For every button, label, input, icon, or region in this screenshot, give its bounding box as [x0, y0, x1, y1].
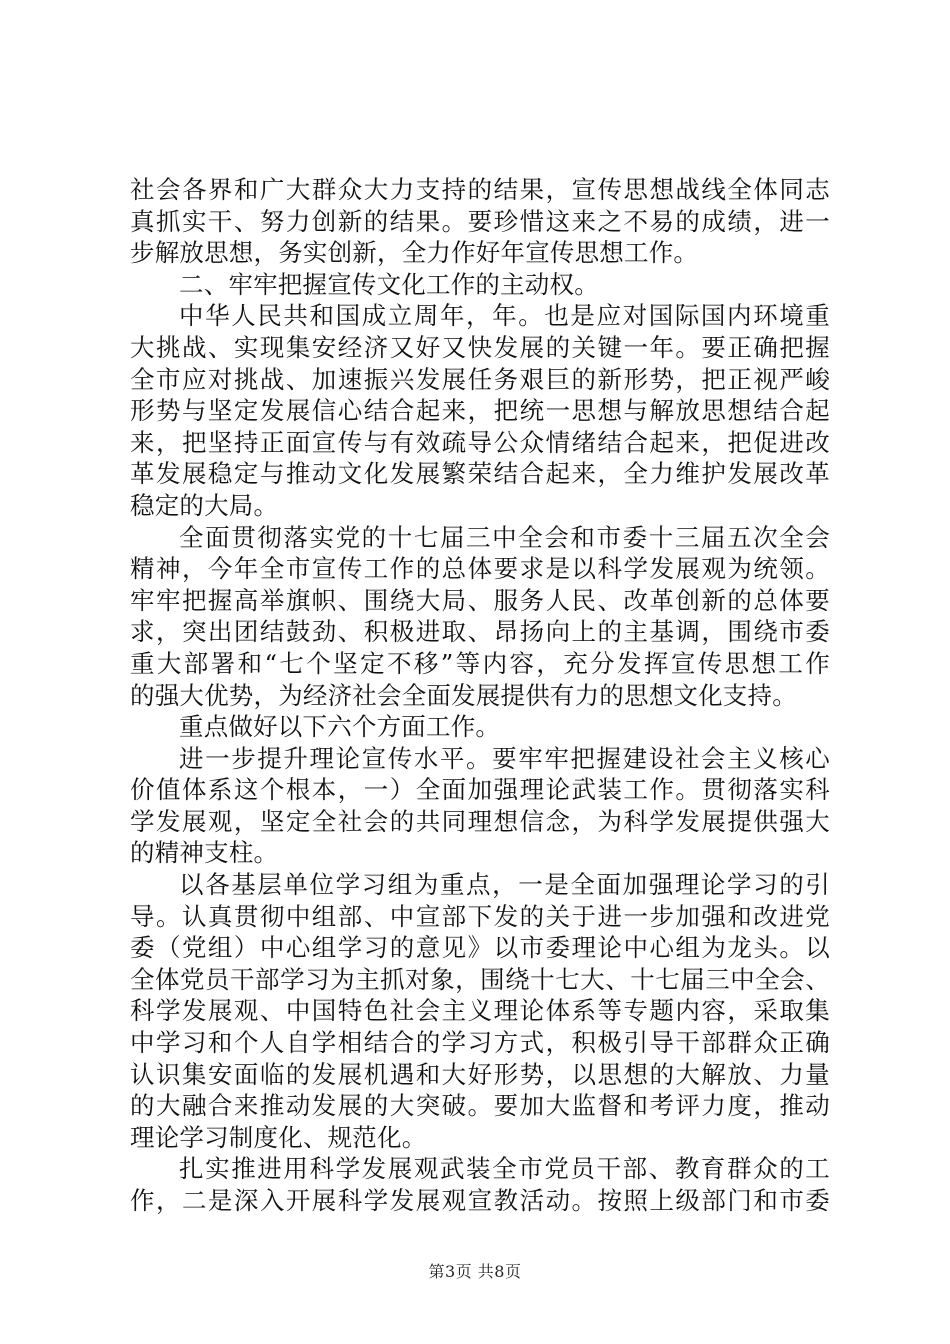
text-line: 中学习和个人自学相结合的学习方式，积极引导干部群众正确: [130, 1028, 830, 1058]
text-line: 科学发展观、中国特色社会主义理论体系等专题内容，采取集: [130, 996, 830, 1026]
text-line: 学发展观，坚定全社会的共同理想信念，为科学发展提供强大: [130, 806, 830, 836]
text-line: 二、牢牢把握宣传文化工作的主动权。: [179, 269, 599, 299]
text-line: 全市应对挑战、加速振兴发展任务艰巨的新形势，把正视严峻: [130, 364, 830, 394]
text-line: 稳定的大局。: [130, 490, 279, 520]
text-line: 步解放思想，务实创新，全力作好年宣传思想工作。: [130, 238, 699, 268]
text-line: 价值体系这个根本，一）全面加强理论武装工作。贯彻落实科: [130, 775, 830, 805]
document-body: [130, 174, 830, 1217]
text-line: 认识集安面临的发展机遇和大好形势，以思想的大解放、力量: [130, 1059, 830, 1089]
text-line: 扎实推进用科学发展观武装全市党员干部、教育群众的工: [179, 1154, 830, 1184]
text-line: 全体党员干部学习为主抓对象，围绕十七大、十七届三中全会、: [130, 964, 830, 994]
page-footer: 第3页 共8页: [428, 1262, 522, 1281]
text-line: 真抓实干、努力创新的结果。要珍惜这来之不易的成绩，进一: [130, 206, 830, 236]
text-line: 中华人民共和国成立周年，年。也是应对国际国内环境重: [179, 301, 830, 331]
text-line: 大挑战、实现集安经济又好又快发展的关键一年。要正确把握: [130, 332, 830, 362]
text-line: 的精神支柱。: [130, 838, 279, 868]
text-line: 作，二是深入开展科学发展观宣教活动。按照上级部门和市委: [130, 1186, 830, 1215]
text-line: 的大融合来推动发展的大突破。要加大监督和考评力度，推动: [130, 1091, 830, 1121]
text-line: 委（党组）中心组学习的意见》以市委理论中心组为龙头。以: [130, 933, 830, 963]
text-line: 以各基层单位学习组为重点，一是全面加强理论学习的引: [179, 870, 830, 900]
text-line: 重大部署和“七个坚定不移”等内容，充分发挥宣传思想工作: [130, 648, 830, 678]
text-line: 精神，今年全市宣传工作的总体要求是以科学发展观为统领。: [130, 554, 830, 584]
text-line: 重点做好以下六个方面工作。: [179, 712, 501, 742]
text-line: 进一步提升理论宣传水平。要牢牢把握建设社会主义核心: [179, 743, 830, 773]
text-line: 牢牢把握高举旗帜、围绕大局、服务人民、改革创新的总体要: [130, 585, 830, 615]
text-line: 导。认真贯彻中组部、中宣部下发的关于进一步加强和改进党: [130, 901, 830, 931]
text-line: 社会各界和广大群众大力支持的结果，宣传思想战线全体同志: [130, 175, 830, 204]
text-line: 全面贯彻落实党的十七届三中全会和市委十三届五次全会: [179, 522, 830, 552]
text-line: 理论学习制度化、规范化。: [130, 1122, 427, 1152]
text-line: 求，突出团结鼓劲、积极进取、昂扬向上的主基调，围绕市委: [130, 617, 830, 647]
text-line: 形势与坚定发展信心结合起来，把统一思想与解放思想结合起: [130, 396, 830, 426]
text-line: 革发展稳定与推动文化发展繁荣结合起来，全力维护发展改革: [130, 459, 830, 489]
text-line: 来，把坚持正面宣传与有效疏导公众情绪结合起来，把促进改: [130, 427, 830, 457]
text-line: 的强大优势，为经济社会全面发展提供有力的思想文化支持。: [130, 680, 797, 710]
